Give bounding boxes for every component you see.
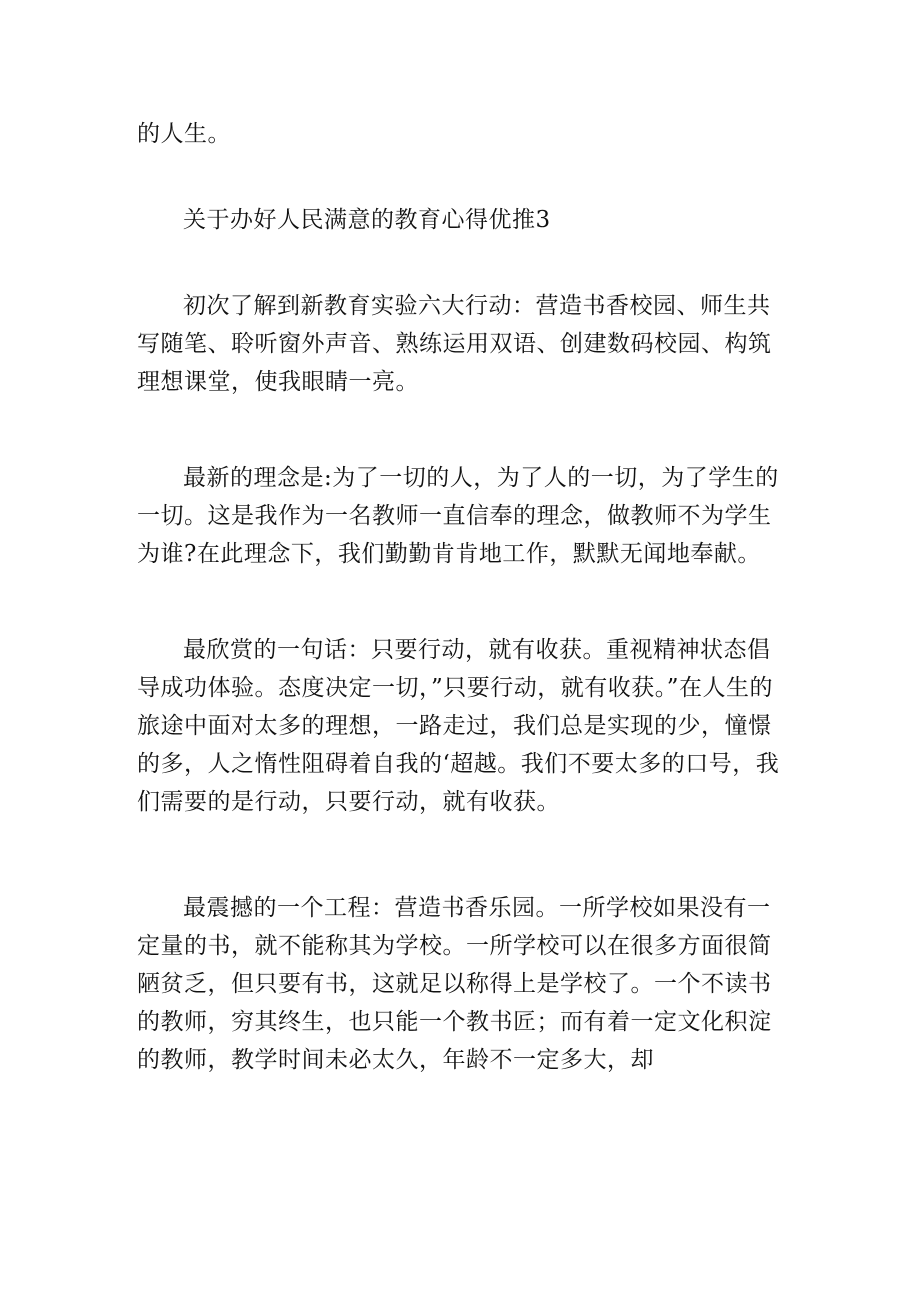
paragraph: 最新的理念是:为了一切的人，为了人的一切，为了学生的一切。这是我作为一名教师一直信奉的理念，做教师不为学生为谁?在此理念下，我们勤勤肯肯地工作，默默无闻地奉献。 (137, 465, 779, 567)
section-heading: 关于办好人民满意的教育心得优推3 (183, 207, 551, 233)
paragraph-continuation: 的人生。 (137, 121, 231, 147)
paragraph: 初次了解到新教育实验六大行动：营造书香校园、师生共写随笔、聆听窗外声音、熟练运用双语、创建数码校园、构筑理想课堂，使我眼睛一亮。 (137, 293, 772, 395)
paragraph: 最欣赏的一句话：只要行动，就有收获。重视精神状态倡导成功体验。态度决定一切，”只要行动，就有收获。”在人生的旅途中面对太多的理想，一路走过，我们总是实现的少，憧憬的多，人之惰性阻碍着自我的‘超越。我们不要太多的口号，我们需要的是行动，只要行动，就有收获。 (137, 637, 780, 815)
paragraph: 最震撼的一个工程：营造书香乐园。一所学校如果没有一定量的书，就不能称其为学校。一所学校可以在很多方面很简陋贫乏，但只要有书，这就足以称得上是学校了。一个不读书的教师，穷其终生，也只能一个教书匠；而有着一定文化积淀的教师，教学时间未必太久，年龄不一定多大，却 (137, 895, 772, 1073)
